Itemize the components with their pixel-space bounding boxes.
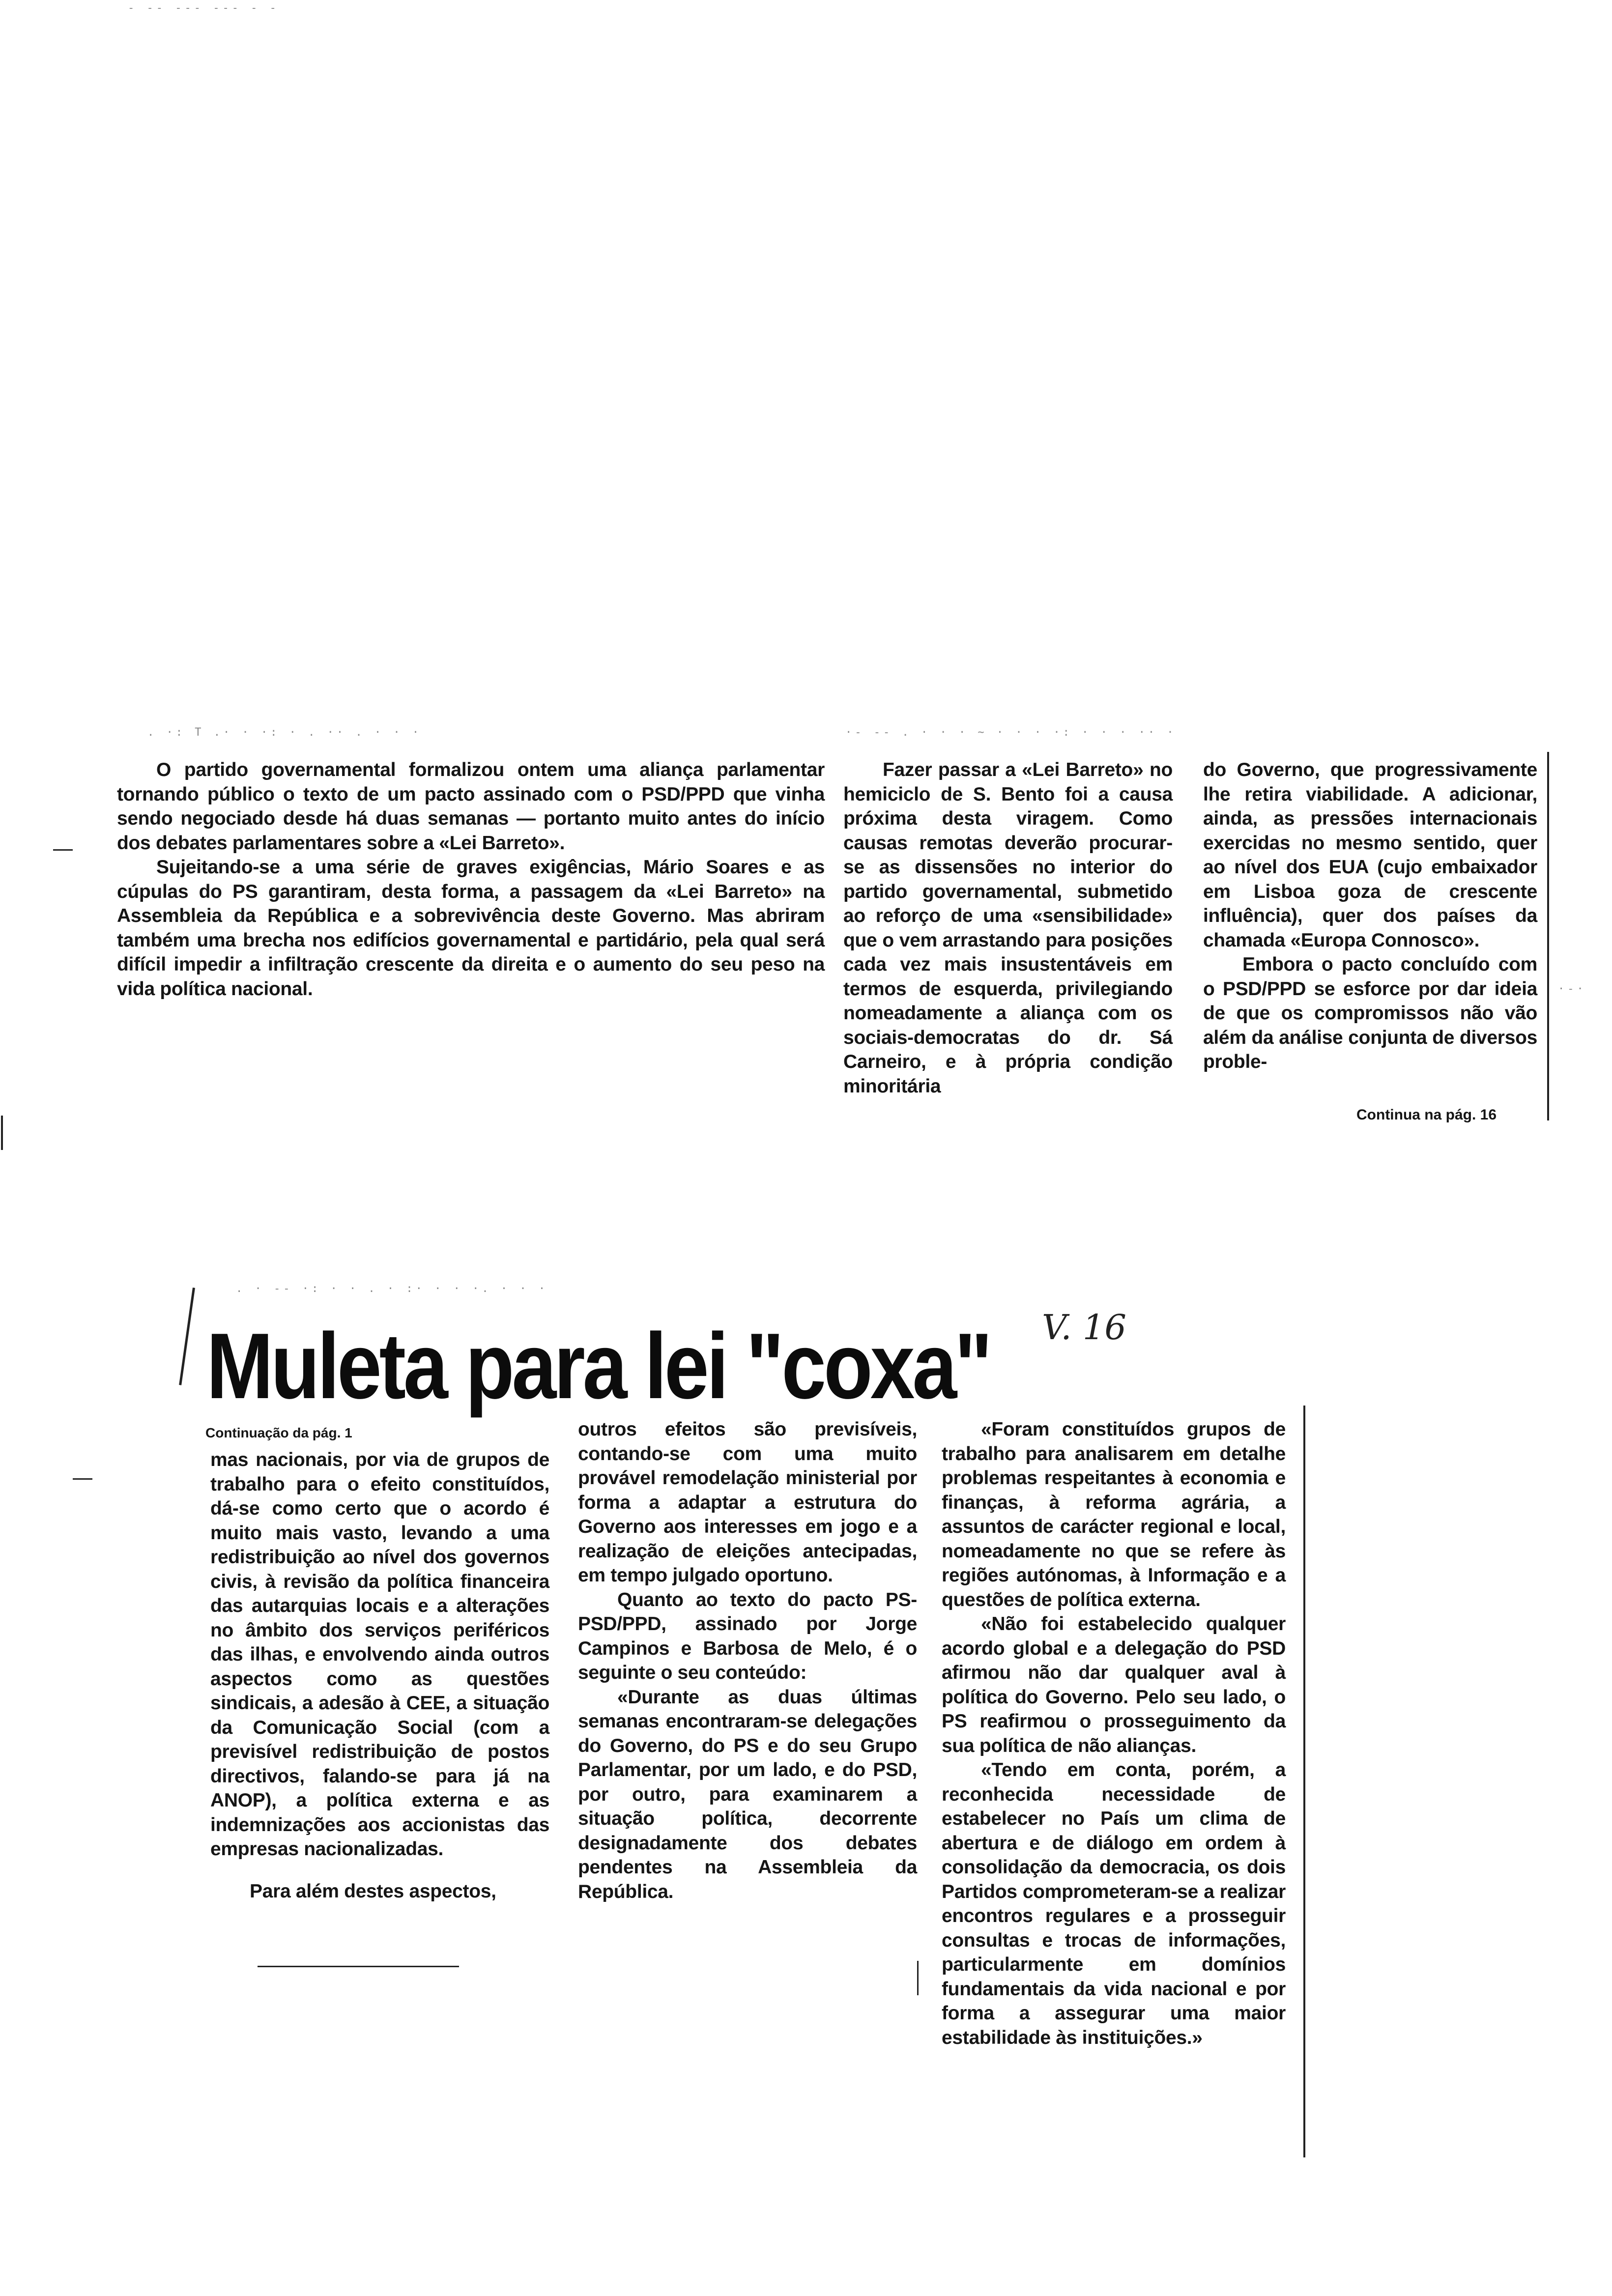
paragraph: «Foram constituídos grupos de trabalho para analisarem em detalhe problemas respeitantes à economia e finanças, à reforma agrária, a assuntos de carácter regional e local, nomeadamente no que se refere às regiões autónomas, à Informação e a questões de política externa. [942,1419,1286,1610]
scan-noise-clip-top: . ·: T .· · ·: · . ·· . · · · [147,726,422,739]
paragraph: Fazer passar a «Lei Barreto» no hemiciclo de S. Bento foi a causa próxima desta viragem. Como causas remotas deverão procurar-se as dissensões no interior do partido governamental, submetido ao reforço de uma «sensibilidade» que o vem arrastando para posições cada vez mais insustentáveis em termos de esquerda, privilegiando nomeadamente a aliança com os sociais-democratas do dr. Sá Carneiro, e à própria condição minoritária [843,759,1173,1097]
paragraph: «Tendo em conta, porém, a reconhecida necessidade de estabelecer no País um clima de abertura e de diálogo em ordem à consolidação da democracia, os dois Partidos comprometeram-se a realizar encontros regulares e a prosseguir consultas e trocas de informações, particularmente em domínios fundamentais da vida nacional e por forma a assegurar uma maior estabilidade às instituições.» [942,1759,1286,2048]
handwritten-note: V. 16 [1042,1307,1126,1348]
continuation-label: Continuação da pág. 1 [205,1425,352,1440]
margin-mark [73,1478,92,1480]
paragraph: «Não foi estabelecido qualquer acordo global e a delegação do PSD afirmou não dar qualquer aval à política do Governo. Pelo seu lado, o PS reafirmou o prosseguimento da sua política de não alianças. [942,1613,1286,1756]
clip-bottom-column-3 [942,1417,1286,2050]
margin-mark [53,849,73,851]
paragraph: O partido governamental formalizou ontem uma aliança parlamentar tornando público o texto de um pacto assinado com o PSD/PPD que vinha sendo negociado desde há duas semanas — portanto muito antes do início dos debates parlamentares sobre a «Lei Barreto». [117,759,825,854]
paragraph: «Durante as duas últimas semanas encontraram-se delegações do Governo, do PS e do seu Grupo Parlamentar, por um lado, e do PSD, por outro, para examinarem a situação política, decorrente designadamente dos debates pendentes na Assembleia da República. [578,1686,917,1902]
paragraph: Embora o pacto concluído com o PSD/PPD se esforce por dar ideia de que os compromissos não vão além da análise conjunta de diversos proble- [1203,954,1537,1072]
paragraph: do Governo, que progressivamente lhe retira viabilidade. A adicionar, ainda, as pressões internacionais exercidas no mesmo sentido, quer ao nível dos EUA (cujo embaixador em Lisboa goza de crescente influência), quer dos países da chamada «Europa Connosco». [1203,759,1537,951]
margin-mark [1,1116,3,1150]
scan-noise-clip-top-right: ·- -- . · · · ~ · · · ·: · · · ·· · [845,726,1177,739]
paragraph: mas nacionais, por via de grupos de trabalho para o efeito constituídos, dá-se como certo que o acordo é muito mais vasto, levando a uma redistribuição ao nível dos governos civis, à revisão da política financeira das autarquias locais e a alterações no âmbito dos serviços periféricos das ilhas, e envolvendo ainda outros aspectos como as questões sindicais, a adesão à CEE, a situação da Comunicação Social (com a previsível redistribuição de postos directivos, falando-se para já na ANOP), a política externa e as indemnizações aos accionistas das empresas nacionalizadas. [210,1449,549,1860]
paragraph: Para além destes aspectos, [250,1880,496,1902]
clip-bottom-column-1 [210,1448,549,1903]
clip-top-right-edge [1547,752,1549,1120]
scan-noise-margin: ·-· [1558,983,1586,995]
clip-top-column-1 [117,758,825,1001]
column-rule [258,1966,459,1967]
continued-label: Continua na pág. 16 [1356,1107,1497,1123]
clip-bottom-column-2 [578,1417,917,1904]
scan-noise-clip-bottom: . · -- ·: · · . · :· · · ·. · · · [236,1283,548,1295]
paragraph: Sujeitando-se a uma série de graves exigências, Mário Soares e as cúpulas do PS garantiram, desta forma, a passagem da «Lei Barreto» na Assembleia da República e a sobrevivência deste Governo. Mas abriram também uma brecha nos edifícios governamental e partidário, pela qual será difícil impedir a infiltração crescente da direita e o aumento do seu peso na vida política nacional. [117,857,825,1000]
paragraph: Quanto ao texto do pacto PS-PSD/PPD, assinado por Jorge Campinos e Barbosa de Melo, é o seguinte o seu conteúdo: [578,1589,917,1683]
clip-bottom-right-edge [1303,1406,1305,2157]
clip-bottom-left-edge [179,1288,195,1385]
clip-top-column-3 [1203,758,1537,1074]
column-mark [917,1961,919,1995]
paragraph: outros efeitos são previsíveis, contando-se com uma muito provável remodelação ministerial por forma a adaptar a estrutura do Governo aos interesses em jogo e a realização de eleições antecipadas, em tempo julgado oportuno. [578,1419,917,1586]
scan-noise-top: - -- --- --- - - [128,2,279,14]
clip-top-column-2 [843,758,1173,1098]
headline: Muleta para lei "coxa" [206,1314,990,1418]
